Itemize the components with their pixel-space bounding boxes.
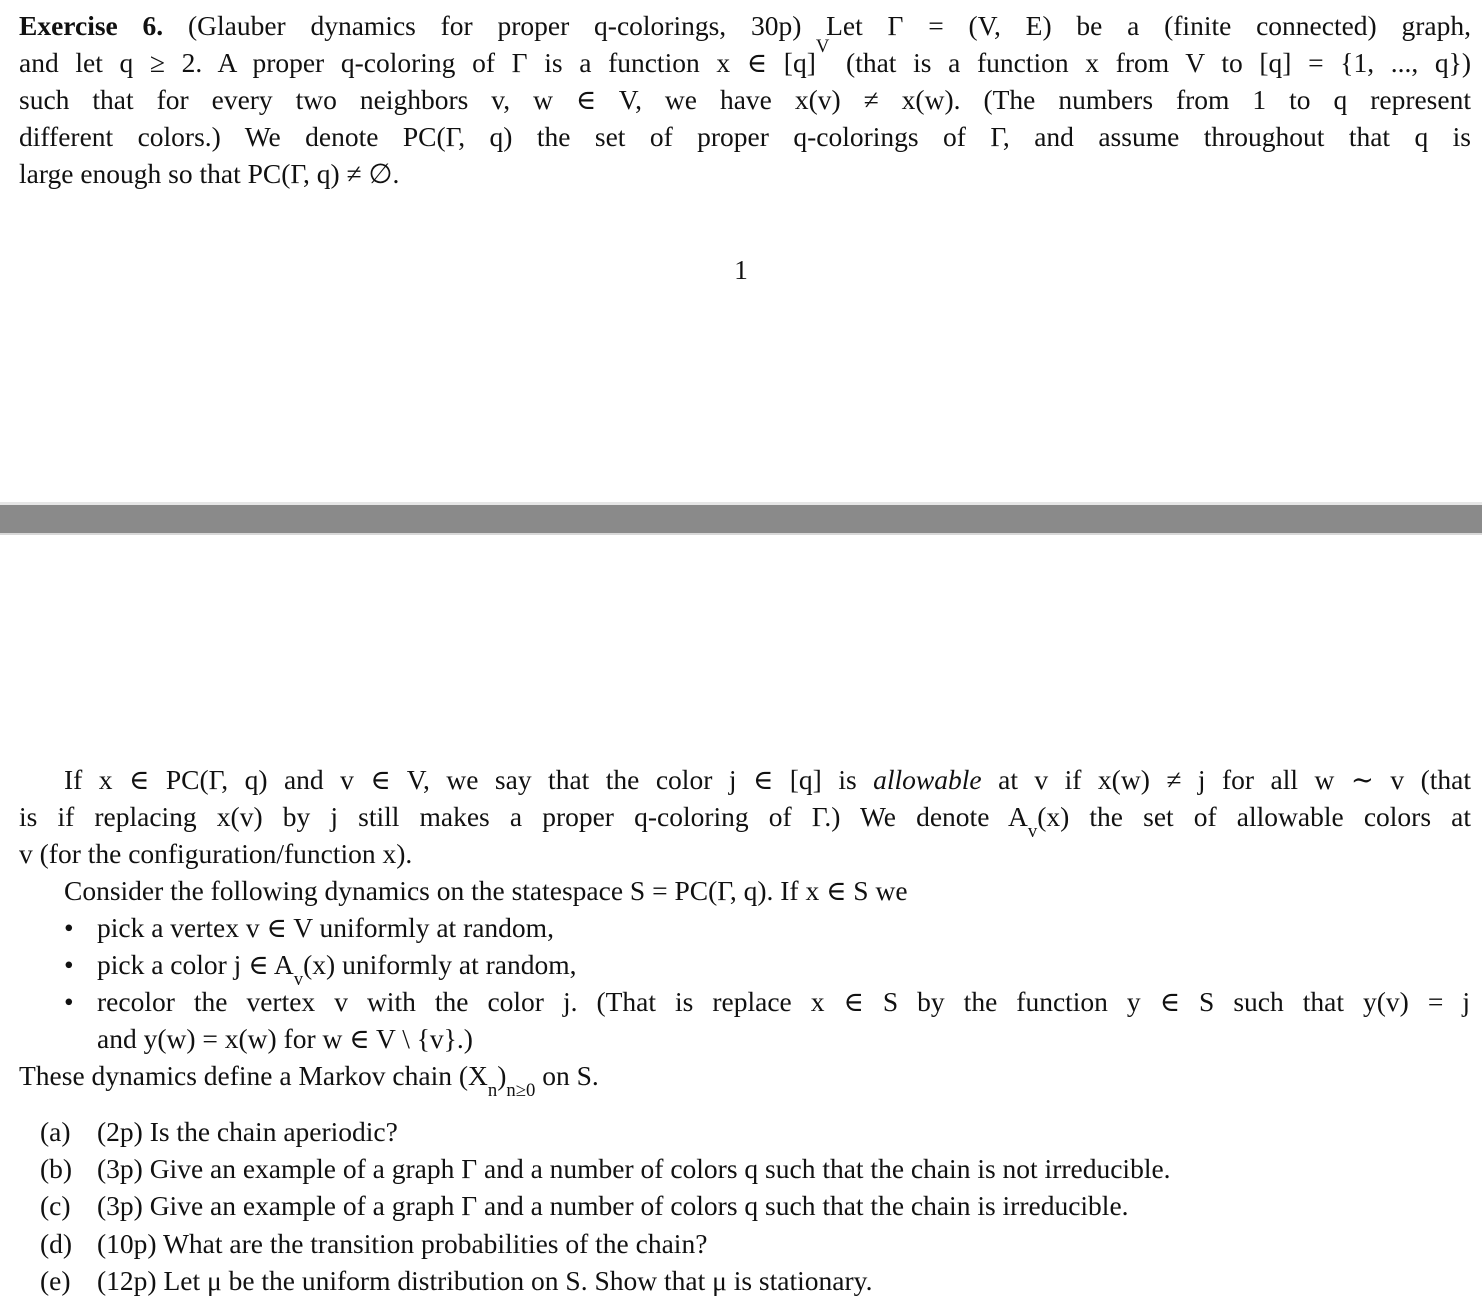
question-label: (d) [40, 1228, 73, 1259]
consider-line: Consider the following dynamics on the statespace S = PC(Γ, q). If x ∈ S we [64, 875, 908, 906]
page-1 [0, 0, 1482, 502]
text-line: If x ∈ PC(Γ, q) and v ∈ V, we say that the color j ∈ [q] is allowable at v if x(w) ≠ j for all w ∼ v (that [64, 764, 1471, 795]
text-line: recolor the vertex v with the color j. (That is replace x ∈ S by the function y ∈ S such that y(v) = j [97, 986, 1470, 1017]
text-line: large enough so that PC(Γ, q) ≠ ∅. [19, 158, 400, 189]
question-text: (3p) Give an example of a graph Γ and a number of colors q such that the chain is not irreducible. [97, 1153, 1171, 1184]
bullet-item: pick a color j ∈ $A_v(x)$ uniformly at random, [97, 949, 577, 991]
question-label: (a) [40, 1116, 71, 1147]
allowable-paragraph [19, 761, 1471, 872]
question-label: (c) [40, 1190, 71, 1221]
question-text: (10p) What are the transition probabilities of the chain? [97, 1228, 708, 1259]
question-text: (2p) Is the chain aperiodic? [97, 1116, 398, 1147]
text-line: v (for the configuration/function x). [19, 838, 413, 869]
text-line: is if replacing x(v) by j still makes a proper q-coloring of Γ.) We denote $A_v(x)$ the set of allowable colors at [19, 801, 1471, 843]
text-line: Exercise 6. (Glauber dynamics for proper q-colorings, 30p) Let Γ = (V, E) be a (finite connected) graph, [19, 10, 1471, 41]
bullet-marker: • [64, 949, 74, 980]
question-label: (b) [40, 1153, 73, 1184]
page-number: 1 [734, 254, 748, 285]
emphasis: allowable [873, 764, 982, 795]
exercise-paragraph [19, 7, 1471, 192]
text-line: and y(w) = x(w) for w ∈ V \ {v}.) [97, 1023, 473, 1054]
text-line: such that for every two neighbors v, w ∈ V, we have x(v) ≠ x(w). (The numbers from 1 to q represent [19, 84, 1471, 115]
bullet-item [97, 983, 1470, 1057]
question-text: (12p) Let μ be the uniform distribution on S. Show that μ is stationary. [97, 1265, 873, 1296]
markov-chain-line: These dynamics define a Markov chain $(X_n)_{n\ge 0}$ on S. [19, 1060, 599, 1102]
question-text: (3p) Give an example of a graph Γ and a number of colors q such that the chain is irreducible. [97, 1190, 1129, 1221]
page-separator [0, 505, 1482, 533]
bullet-marker: • [64, 912, 74, 943]
question-label: (e) [40, 1265, 71, 1296]
bullet-marker: • [64, 986, 74, 1017]
exercise-label: Exercise 6. [19, 10, 164, 41]
text-line: different colors.) We denote PC(Γ, q) the set of proper q-colorings of Γ, and assume throughout that q is [19, 121, 1471, 152]
text-line: and let q ≥ 2. A proper q-coloring of Γ is a function x ∈ $[q]^V$ (that is a function x from V to [q] = {1, ..., q}) [19, 35, 1472, 78]
bullet-item: pick a vertex v ∈ V uniformly at random, [97, 912, 554, 943]
